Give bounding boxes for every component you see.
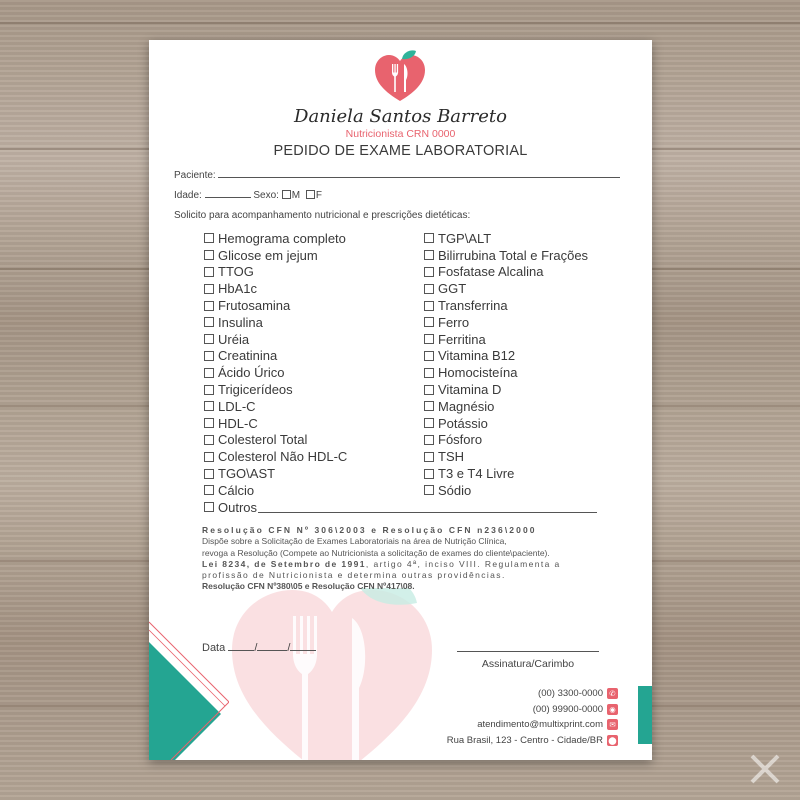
exam-label: Vitamina B12 — [438, 348, 516, 364]
exam-checkbox[interactable] — [204, 485, 214, 495]
exam-label: Hemograma completo — [218, 230, 346, 246]
exam-item[interactable] — [424, 465, 588, 482]
exam-checkbox[interactable] — [424, 368, 434, 378]
brand-watermark-icon — [748, 752, 782, 786]
exam-checkbox[interactable] — [424, 452, 434, 462]
exam-label: HbA1c — [218, 281, 258, 297]
exam-checkbox[interactable] — [204, 233, 214, 243]
date-separator: / — [287, 642, 291, 654]
exam-checkbox[interactable] — [424, 385, 434, 395]
exam-checkbox[interactable] — [204, 418, 214, 428]
exam-label: Creatinina — [218, 348, 278, 364]
law-reference-rest: , artigo 4ª, inciso VIII. Regulamenta a — [365, 558, 561, 569]
exam-label: Potássio — [438, 415, 488, 431]
exam-item[interactable] — [424, 247, 588, 264]
exam-label: Magnésio — [438, 398, 495, 414]
phone-icon: ✆ — [607, 688, 618, 699]
exam-item[interactable] — [424, 381, 588, 398]
age-sex-row — [174, 188, 322, 201]
exam-label: Frutosamina — [218, 298, 291, 314]
exam-checkbox[interactable] — [424, 401, 434, 411]
exam-checkbox[interactable] — [424, 301, 434, 311]
contact-text: Rua Brasil, 123 - Centro - Cidade/BR — [446, 734, 603, 746]
resolution-line: profissão de Nutricionista e determina outras providências. — [202, 570, 506, 581]
exam-item-outros[interactable] — [204, 499, 597, 516]
exam-label: T3 e T4 Livre — [438, 466, 515, 482]
exam-item[interactable] — [424, 415, 588, 432]
exam-checkbox[interactable] — [204, 385, 214, 395]
date-field[interactable] — [202, 641, 316, 654]
exam-label: TSH — [438, 449, 464, 465]
exam-checkbox[interactable] — [424, 485, 434, 495]
patient-label: Paciente: — [174, 170, 216, 181]
patient-field[interactable] — [174, 168, 620, 181]
exam-item[interactable] — [424, 264, 588, 281]
date-separator: / — [254, 642, 258, 654]
exam-label: Outros — [218, 499, 258, 515]
exam-checkbox[interactable] — [424, 469, 434, 479]
exam-label: Insulina — [218, 314, 263, 330]
strip-block — [638, 701, 652, 716]
mail-icon: ✉ — [607, 719, 618, 730]
exam-label: Transferrina — [438, 298, 508, 314]
wood-seam — [0, 22, 800, 24]
resolution-line: Resolução CFN Nº380\05 e Resolução CFN Nº417\08. — [202, 581, 415, 592]
exam-label: Trigicerídeos — [218, 382, 293, 398]
exam-label: Colesterol Total — [218, 432, 308, 448]
sex-f-label: F — [315, 190, 322, 201]
contact-whatsapp — [447, 702, 618, 718]
heart-cutlery-watermark-icon — [227, 588, 437, 760]
contact-text: (00) 99900-0000 — [532, 703, 603, 715]
exam-checkbox[interactable] — [204, 284, 214, 294]
resolution-title: Resolução CFN Nº 306\2003 e Resolução CFN n236\2000 — [202, 525, 537, 535]
exam-label: Fosfatase Alcalina — [438, 264, 544, 280]
exam-item[interactable] — [424, 364, 588, 381]
exam-label: HDL-C — [218, 415, 258, 431]
age-label: Idade: — [174, 190, 202, 201]
strip-block — [638, 715, 652, 730]
resolution-line — [202, 559, 600, 570]
contact-list — [447, 686, 618, 748]
request-intro: Solicito para acompanhamento nutricional e prescrições dietéticas: — [174, 210, 471, 221]
sex-m-checkbox[interactable] — [282, 190, 291, 199]
law-reference: Lei 8234, de Setembro de 1991 — [202, 558, 366, 569]
exam-label: Ferritina — [438, 331, 486, 347]
exam-item[interactable] — [424, 297, 588, 314]
teal-side-strip — [638, 686, 652, 744]
exam-label: Colesterol Não HDL-C — [218, 449, 348, 465]
exam-item[interactable] — [424, 398, 588, 415]
exam-checkbox[interactable] — [204, 502, 214, 512]
exam-label: Ferro — [438, 314, 470, 330]
exam-label: Homocisteína — [438, 365, 518, 381]
exam-label: TTOG — [218, 264, 254, 280]
date-label: Data — [202, 642, 226, 654]
exam-label: Glicose em jejum — [218, 247, 318, 263]
exam-checkbox[interactable] — [204, 351, 214, 361]
exam-checkbox[interactable] — [424, 250, 434, 260]
exam-item[interactable] — [424, 280, 588, 297]
date-day-line[interactable] — [228, 641, 254, 651]
exam-label: Bilirrubina Total e Frações — [438, 247, 589, 263]
apple-cutlery-logo-icon — [373, 50, 427, 104]
contact-text: (00) 3300-0000 — [538, 688, 603, 700]
exam-checkbox[interactable] — [424, 284, 434, 294]
resolution-line: Dispõe sobre a Solicitação de Exames Laboratoriais na área de Nutrição Clínica, — [202, 536, 507, 547]
resolution-line: revoga a Resolução (Compete ao Nutricionista a solicitação de exames do cliente\paciente). — [202, 547, 550, 558]
nutritionist-name: Daniela Santos Barreto — [294, 106, 507, 127]
exam-checkbox[interactable] — [204, 301, 214, 311]
exam-item[interactable] — [424, 314, 588, 331]
exam-checkbox[interactable] — [424, 418, 434, 428]
exam-checkbox[interactable] — [204, 334, 214, 344]
exam-label: TGO\AST — [218, 466, 276, 482]
exam-checkbox[interactable] — [204, 317, 214, 327]
contact-text: atendimento@multixprint.com — [477, 719, 603, 731]
exam-label: GGT — [438, 281, 467, 297]
exam-checkbox[interactable] — [204, 435, 214, 445]
signature-label: Assinatura/Carimbo — [481, 658, 575, 670]
contact-phone — [447, 686, 618, 702]
location-pin-icon: ⬤ — [608, 735, 617, 745]
exam-label: Fósforo — [438, 432, 483, 448]
outros-line[interactable] — [258, 501, 597, 513]
exam-list-right — [424, 230, 588, 499]
exam-item[interactable] — [424, 348, 588, 365]
sex-label: Sexo: — [253, 190, 279, 201]
exam-checkbox[interactable] — [424, 317, 434, 327]
exam-checkbox[interactable] — [424, 267, 434, 277]
strip-block — [638, 686, 652, 701]
crn-label: Nutricionista CRN 0000 — [345, 128, 456, 140]
exam-checkbox[interactable] — [204, 250, 214, 260]
exam-label: Cálcio — [218, 482, 255, 498]
exam-item[interactable] — [424, 448, 588, 465]
exam-checkbox[interactable] — [204, 452, 214, 462]
exam-checkbox[interactable] — [424, 435, 434, 445]
sex-m-label: M — [291, 190, 301, 201]
exam-request-sheet — [149, 40, 652, 760]
exam-label: Uréia — [218, 331, 250, 347]
exam-label: Ácido Úrico — [218, 365, 285, 381]
exam-checkbox[interactable] — [204, 401, 214, 411]
contact-address — [447, 733, 618, 749]
age-line[interactable] — [205, 188, 251, 198]
corner-decoration — [149, 614, 229, 760]
sex-f-checkbox[interactable] — [306, 190, 315, 199]
exam-checkbox[interactable] — [424, 334, 434, 344]
exam-item[interactable] — [424, 482, 588, 499]
resolution-text — [202, 525, 600, 593]
strip-block — [638, 730, 652, 745]
date-month-line[interactable] — [257, 641, 287, 651]
exam-label: Vitamina D — [438, 382, 502, 398]
exam-label: LDL-C — [218, 398, 256, 414]
whatsapp-icon: ◉ — [607, 704, 618, 715]
contact-email — [447, 717, 618, 733]
patient-line[interactable] — [218, 168, 620, 178]
exam-checkbox[interactable] — [424, 351, 434, 361]
exam-checkbox[interactable] — [424, 233, 434, 243]
exam-checkbox[interactable] — [204, 267, 214, 277]
exam-item[interactable] — [424, 331, 588, 348]
signature-line[interactable] — [457, 651, 599, 652]
page-title: PEDIDO DE EXAME LABORATORIAL — [273, 143, 528, 159]
exam-checkbox[interactable] — [204, 368, 214, 378]
exam-item[interactable] — [424, 230, 588, 247]
date-year-line[interactable] — [290, 641, 316, 651]
exam-label: TGP\ALT — [438, 230, 492, 246]
exam-label: Sódio — [438, 482, 472, 498]
exam-checkbox[interactable] — [204, 469, 214, 479]
exam-item[interactable] — [424, 432, 588, 449]
